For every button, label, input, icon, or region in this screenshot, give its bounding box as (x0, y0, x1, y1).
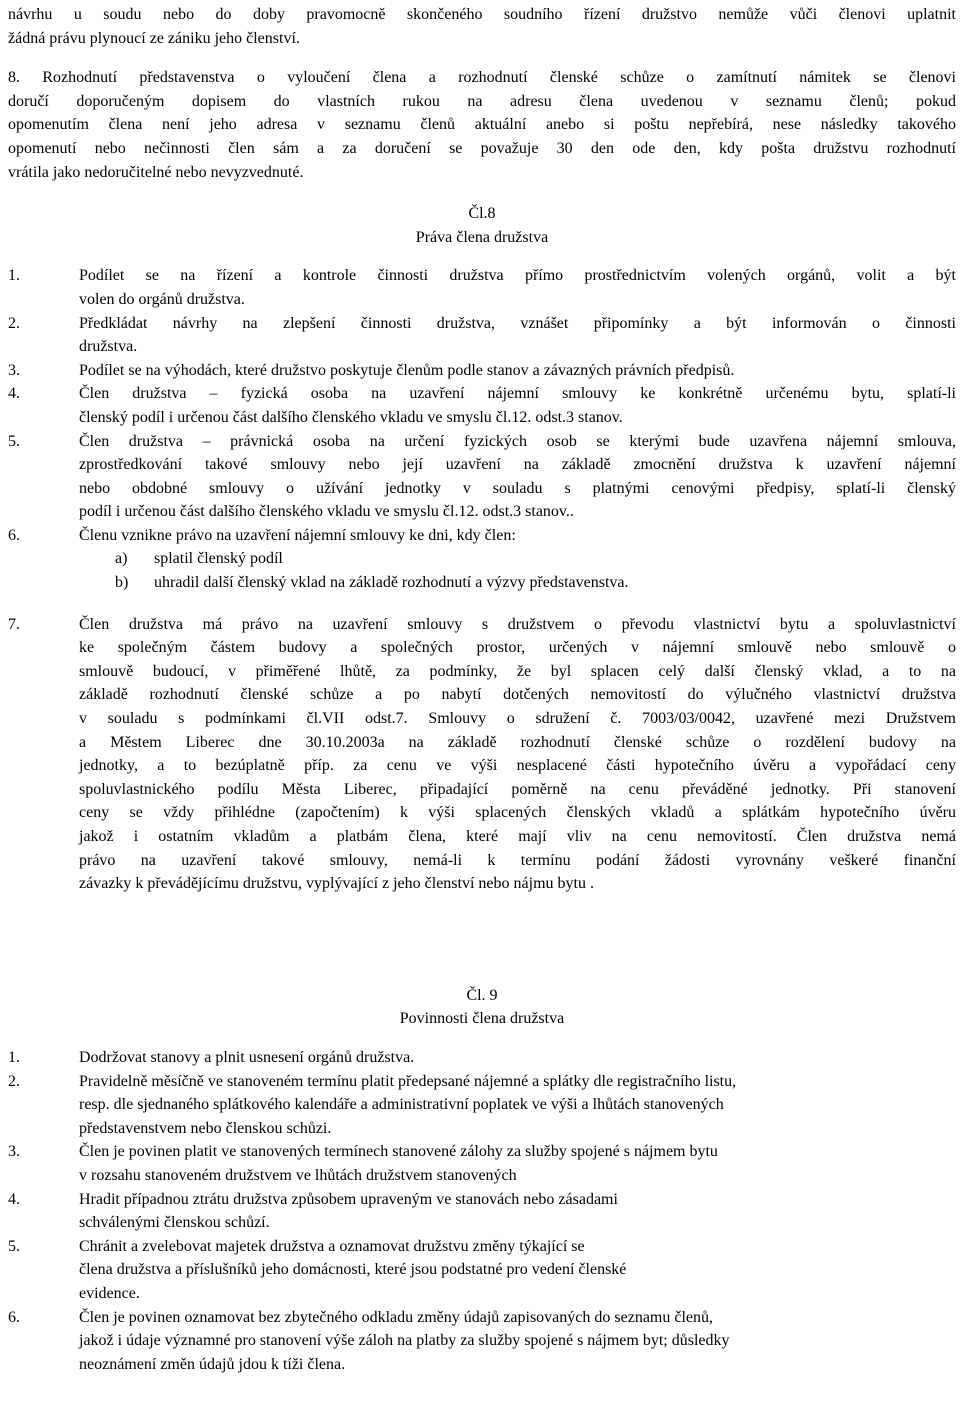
item-line: a Městem Liberec dne 30.10.2003a na základě rozhodnutí členské schůze o rozdělení budovy na (79, 733, 956, 751)
item-number: 6. (8, 1308, 20, 1326)
sub-item-label: b) (115, 574, 129, 592)
item-line: v souladu s podmínkami čl.VII odst.7. Smlouvy o sdružení č. 7003/03/0042, uzavřené mezi Družstvem (79, 710, 956, 728)
item-number: 1. (8, 267, 20, 285)
para8-line: opomenutím člena není jeho adresa v seznamu členů aktuální anebo si poštu nepřebírá, nese následky takového (8, 116, 956, 134)
item-number: 3. (8, 361, 20, 379)
item-line: Podílet se na výhodách, které družstvo poskytuje členům podle stanov a závazných právních předpisů. (79, 361, 735, 379)
item-number: 4. (8, 1190, 20, 1208)
sub-item (8, 547, 956, 571)
list-item (8, 1306, 956, 1377)
item-line: základě rozhodnutí členské schůze a po nabytí dotčených nemovitostí do výlučného vlastnictví družstva (79, 686, 956, 704)
item-line: v rozsahu stanoveném družstvem ve lhůtách družstvem stanovených (79, 1166, 517, 1184)
item-line: závazky k převádějícímu družstvu, vyplývající z jeho členství nebo nájmu bytu . (79, 875, 594, 893)
item-line: Chránit a zvelebovat majetek družstva a oznamovat družstvu změny týkající se (79, 1237, 585, 1255)
item-line: představenstvem nebo členskou schůzi. (79, 1119, 332, 1137)
item-line: schválenými členskou schůzí. (79, 1214, 270, 1232)
item-number: 5. (8, 1237, 20, 1255)
item-line: člena družstva a příslušníků jeho domácnosti, které jsou podstatné pro vedení členské (79, 1261, 627, 1279)
item-line: neoznámení změn údajů jdou k tíži člena. (79, 1355, 346, 1373)
item-number: 6. (8, 526, 20, 544)
item-line: Hradit případnou ztrátu družstva způsobem upraveným ve stanovách nebo zásadami (79, 1190, 618, 1208)
item-line: jednotky, a to bezúplatně příp. za cenu ve výši nesplacené části hypotečního úvěru a vypořádací ceny (79, 757, 956, 775)
item-line: Pravidelně měsíčně ve stanoveném termínu platit předepsané nájemné a splátky dle registračního listu, (79, 1072, 737, 1090)
item-line: jakož i údaje významné pro stanovení výše záloh na platby za služby spojené s nájmem byt; důsledky (79, 1332, 730, 1350)
list-item (8, 613, 956, 896)
list-item (8, 312, 956, 359)
item-line: zprostředkování takové smlouvy nebo její uzavření na základě zmocnění družstva k uzavření nájemní (79, 456, 956, 474)
item-line: jakož i ostatním vkladům a platbám člena, které mají vliv na cenu nemovitostí. Člen družstva nemá (79, 828, 956, 845)
intro-paragraph (8, 3, 956, 50)
item-number: 2. (8, 1072, 20, 1090)
sub-item (8, 571, 956, 595)
item-line: Předkládat návrhy na zlepšení činnosti družstva, vznášet připomínky a být informován o činnosti (79, 314, 956, 332)
item-line: evidence. (79, 1284, 140, 1302)
item-line: Podílet se na řízení a kontrole činnosti družstva přímo prostřednictvím volených orgánů, volit a být (79, 267, 956, 285)
list-item (8, 264, 956, 311)
item-number: 3. (8, 1143, 20, 1161)
item-line: Člen je povinen oznamovat bez zbytečného odkladu změny údajů zapisovaných do seznamu členů, (79, 1308, 714, 1326)
item-line: Dodržovat stanovy a plnit usnesení orgánů družstva. (79, 1048, 415, 1066)
paragraph-8 (8, 66, 956, 184)
article-8-number: Čl.8 (468, 205, 496, 223)
document-page (8, 3, 956, 1376)
item-line: právo na uzavření takové smlouvy, nemá-li k termínu podání žádosti vyrovnány veškeré finanční (79, 851, 956, 869)
list-item (8, 1046, 956, 1070)
item-number: 4. (8, 385, 20, 403)
list-item (8, 1235, 956, 1306)
item-line: podíl i určenou část dalšího členského vkladu ve smyslu čl.12. odst.3 stanov.. (79, 503, 574, 521)
sub-item-label: a) (115, 550, 128, 568)
article-9-list (8, 1046, 956, 1376)
item-line: Členu vznikne právo na uzavření nájemní smlouvy ke dni, kdy člen: (79, 526, 516, 544)
item-line: družstva. (79, 338, 138, 356)
item-line: spoluvlastnického podílu Města Liberec, připadající poměrně na cenu převáděné jednotky. Při stanovení (79, 780, 956, 798)
item-line: členský podíl i určenou část dalšího členského vkladu ve smyslu čl.12. odst.3 stanov. (79, 408, 623, 426)
intro-line: návrhu u soudu nebo do doby pravomocně skončeného soudního řízení družstvo nemůže vůči členovi uplatnit (8, 6, 956, 23)
article-9-number: Čl. 9 (466, 986, 498, 1004)
item-number: 7. (8, 615, 20, 633)
item-number: 5. (8, 432, 20, 450)
item-line: ke společným částem budovy a společných prostor, určených v nájemní smlouvě nebo smlouvě o (79, 639, 956, 657)
list-item (8, 359, 956, 383)
item-line: volen do orgánů družstva. (79, 290, 245, 308)
para8-line: vrátila jako nedoručitelné nebo nevyzvednuté. (8, 163, 304, 181)
item-line: resp. dle sjednaného splátkového kalendáře a administrativní poplatek ve výši a lhůtách stanovených (79, 1096, 724, 1114)
para8-line: opomenutí nebo nečinnosti člen sám a za doručení se považuje 30 den ode den, kdy pošta družstvu rozhodnutí (8, 139, 956, 157)
sub-item-text: splatil členský podíl (154, 550, 283, 568)
para8-line: doručí doporučeným dopisem do vlastních rukou na adresu člena uvedenou v seznamu členů; pokud (8, 92, 956, 110)
item-line: ceny se vždy přihlédne (započtením) k výši splacených členských vkladů a splátkám hypotečního úvěru (79, 804, 956, 822)
article-8-list (8, 264, 956, 895)
list-item (8, 1070, 956, 1141)
list-item (8, 382, 956, 429)
item-number: 2. (8, 314, 20, 332)
list-item (8, 524, 956, 548)
list-item (8, 1188, 956, 1235)
item-line: Člen je povinen platit ve stanovených termínech stanovené zálohy za služby spojené s nájmem bytu (79, 1143, 718, 1161)
list-item (8, 430, 956, 524)
list-item (8, 1140, 956, 1187)
item-line: Člen družstva – fyzická osoba na uzavření nájemní smlouvy ke konkrétně určenému bytu, splatí-li (79, 385, 956, 403)
sub-item-text: uhradil další členský vklad na základě rozhodnutí a výzvy představenstva. (154, 574, 629, 592)
item-line: nebo obdobné smlouvy o užívání jednotky v souladu s platnými cenovými předpisy, splatí-li členský (79, 479, 956, 497)
item-line: smlouvě budoucí, v přiměřené lhůtě, za podmínky, že byl splacen celý další členský vklad, a to na (79, 662, 956, 680)
para8-line: 8. Rozhodnutí představenstva o vyloučení člena a rozhodnutí členské schůze o zamítnutí námitek se členovi (8, 69, 956, 87)
article-8-title: Práva člena družstva (415, 228, 549, 246)
item-line: Člen družstva – právnická osoba na určení fyzických osob se kterými bude uzavřena nájemní smlouva, (79, 432, 956, 450)
item-line: Člen družstva má právo na uzavření smlouvy s družstvem o převodu vlastnictví bytu a spoluvlastnictví (79, 615, 956, 633)
intro-line: žádná právu plynoucí ze zániku jeho členství. (8, 29, 300, 47)
article-9-title: Povinnosti člena družstva (399, 1010, 565, 1028)
item-number: 1. (8, 1048, 20, 1066)
